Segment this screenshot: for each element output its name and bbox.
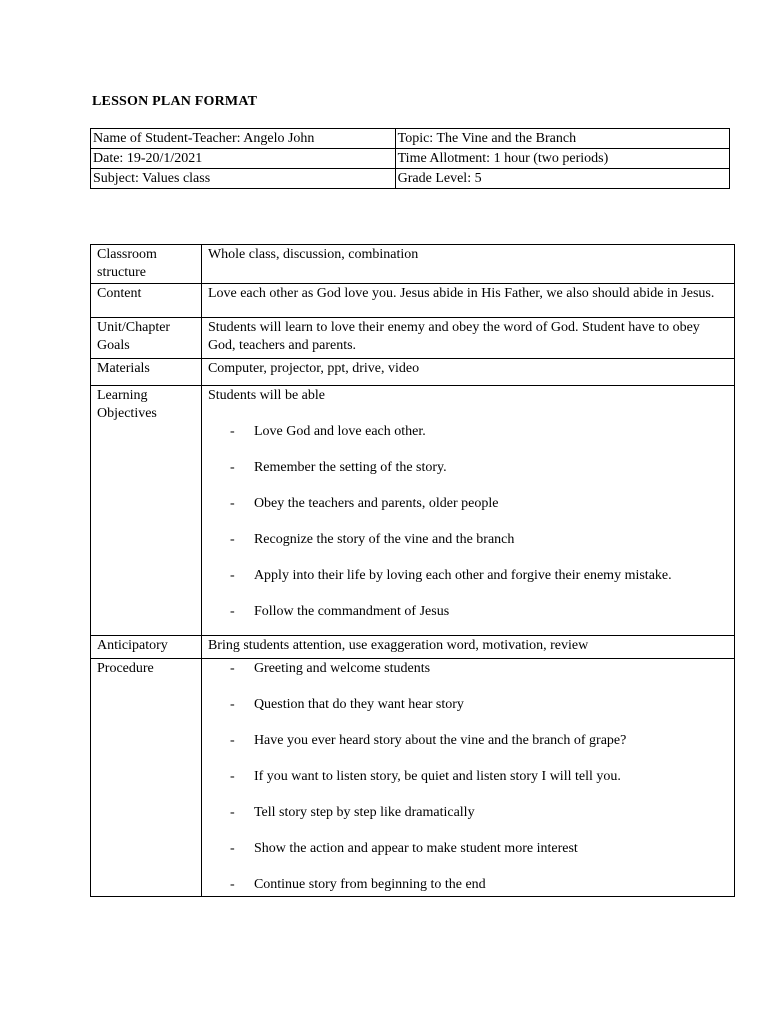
dash-bullet: - (229, 697, 235, 712)
content-label: Content (91, 284, 202, 318)
list-item (208, 603, 728, 621)
materials-label: Materials (91, 359, 202, 386)
learning-objectives-value (201, 386, 734, 636)
procedure-list (208, 660, 728, 894)
dash-bullet: - (229, 604, 235, 619)
time-allotment: Time Allotment: 1 hour (two periods) (395, 149, 729, 169)
info-row-teacher-topic (91, 129, 730, 149)
plan-row-materials (91, 359, 735, 386)
dash-bullet: - (229, 460, 235, 475)
list-item (208, 840, 728, 876)
info-row-date-time (91, 149, 730, 169)
list-item (208, 531, 728, 567)
student-teacher-name: Name of Student-Teacher: Angelo John (91, 129, 396, 149)
info-row-subject-grade (91, 169, 730, 189)
list-item (208, 768, 728, 804)
plan-row-learning-objectives (91, 386, 735, 636)
procedure-step-text: Tell story step by step like dramatically (253, 805, 475, 820)
procedure-step-text: Continue story from beginning to the end (253, 877, 486, 892)
dash-bullet: - (229, 661, 235, 676)
procedure-step-text: If you want to listen story, be quiet and listen story I will tell you. (253, 769, 621, 784)
unit-goals-value: Students will learn to love their enemy and obey the word of God. Student have to obey God, teachers and parents. (201, 318, 734, 359)
list-item (208, 495, 728, 531)
dash-bullet: - (229, 532, 235, 547)
dash-bullet: - (229, 568, 235, 583)
page-title: LESSON PLAN FORMAT (92, 94, 258, 109)
list-item (208, 804, 728, 840)
dash-bullet: - (229, 877, 235, 892)
procedure-step-text: Greeting and welcome students (253, 661, 431, 676)
classroom-structure-value: Whole class, discussion, combination (201, 245, 734, 284)
procedure-label: Procedure (91, 659, 202, 897)
list-item (208, 423, 728, 459)
procedure-step-text: Show the action and appear to make student more interest (253, 841, 578, 856)
dash-bullet: - (229, 769, 235, 784)
procedure-step-text: Have you ever heard story about the vine and the branch of grape? (253, 733, 627, 748)
objective-text: Remember the setting of the story. (253, 460, 447, 475)
plan-row-anticipatory (91, 636, 735, 659)
classroom-structure-label: Classroom structure (91, 245, 202, 284)
learning-objectives-list (208, 423, 728, 621)
procedure-value (201, 659, 734, 897)
lesson-date: Date: 19-20/1/2021 (91, 149, 396, 169)
learning-objectives-label: Learning Objectives (91, 386, 202, 636)
plan-row-procedure (91, 659, 735, 897)
objective-text: Apply into their life by loving each other and forgive their enemy mistake. (253, 568, 672, 583)
objective-text: Obey the teachers and parents, older people (253, 496, 499, 511)
lesson-topic: Topic: The Vine and the Branch (395, 129, 729, 149)
list-item (208, 876, 728, 894)
learning-objectives-intro: Students will be able (207, 388, 325, 403)
dash-bullet: - (229, 424, 235, 439)
objective-text: Love God and love each other. (253, 424, 426, 439)
anticipatory-label: Anticipatory (91, 636, 202, 659)
lesson-info-table (90, 128, 730, 189)
list-item (208, 459, 728, 495)
list-item (208, 696, 728, 732)
list-item (208, 732, 728, 768)
objective-text: Recognize the story of the vine and the branch (253, 532, 515, 547)
list-item (208, 567, 728, 603)
objective-text: Follow the commandment of Jesus (253, 604, 450, 619)
plan-row-unit-goals (91, 318, 735, 359)
dash-bullet: - (229, 496, 235, 511)
lesson-subject: Subject: Values class (91, 169, 396, 189)
list-item (208, 660, 728, 696)
content-value: Love each other as God love you. Jesus abide in His Father, we also should abide in Jesus. (201, 284, 734, 318)
grade-level: Grade Level: 5 (395, 169, 729, 189)
lesson-plan-table (90, 244, 735, 897)
unit-goals-label: Unit/Chapter Goals (91, 318, 202, 359)
anticipatory-value: Bring students attention, use exaggeration word, motivation, review (201, 636, 734, 659)
dash-bullet: - (229, 805, 235, 820)
procedure-step-text: Question that do they want hear story (253, 697, 464, 712)
dash-bullet: - (229, 841, 235, 856)
materials-value: Computer, projector, ppt, drive, video (201, 359, 734, 386)
plan-row-classroom-structure (91, 245, 735, 284)
plan-row-content (91, 284, 735, 318)
dash-bullet: - (229, 733, 235, 748)
